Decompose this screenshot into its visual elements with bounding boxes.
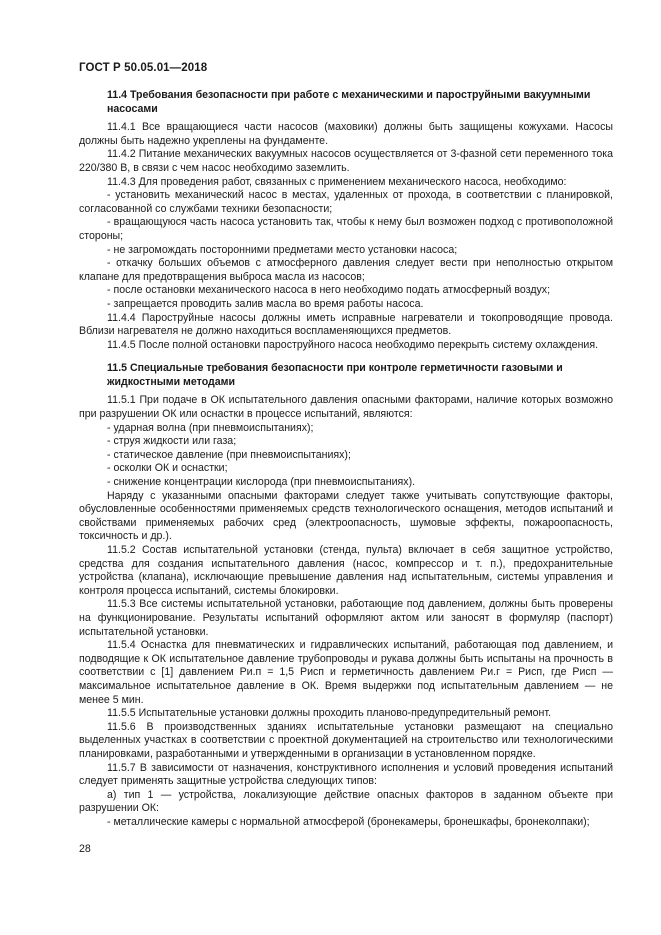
paragraph: 11.4.2 Питание механических вакуумных насосов осуществляется от 3-фазной сети переменного тока 220/380 В, в связи с чем насос необходимо заземлить. <box>79 148 613 174</box>
list-item: - металлические камеры с нормальной атмосферой (бронекамеры, бронешкафы, бронеколпаки); <box>107 815 590 828</box>
paragraph: 11.5.5 Испытательные установки должны проходить планово-предупредительный ремонт. <box>107 707 552 720</box>
paragraph: 11.4.4 Пароструйные насосы должны иметь исправные нагреватели и токопроводящие провода. Вблизи нагревателя не должно находиться воспламеняющихся предметов. <box>79 311 613 338</box>
section-heading: 11.4 Требования безопасности при работе с механическими и пароструйными вакуумными насосами <box>107 89 591 115</box>
list-item: - струя жидкости или газа; <box>107 435 237 448</box>
list-item: - не загромождать посторонними предметами место установки насоса; <box>107 243 458 256</box>
list-item: - запрещается проводить залив масла во время работы насоса. <box>107 297 424 310</box>
list-item: - вращающуюся часть насоса установить так, чтобы к нему был возможен подход с противоположной стороны; <box>79 216 613 242</box>
paragraph: 11.4.5 После полной остановки пароструйного насоса необходимо перекрыть систему охлаждения. <box>107 338 599 351</box>
paragraph: 11.5.6 В производственных зданиях испытательные установки размещают на специально выделенных участках в соответствии с проектной документацией на строительство или технологическими планировками, разработанными и утвержденными в организации в установленном порядке. <box>79 720 613 760</box>
paragraph: а) тип 1 — устройства, локализующие действие опасных факторов в заданном объекте при разрушении ОК: <box>79 788 613 815</box>
paragraph: 11.4.3 Для проведения работ, связанных с применением механического насоса, необходимо: <box>107 175 567 188</box>
paragraph: Наряду с указанными опасными факторами следует также учитывать сопутствующие факторы, обусловленные особенностями применяемых средств технологического оснащения, методов испытаний и свойствами применяемых рабочих сред (электроопасность, шумовые эффекты, пожароопасность, токсичность и др.). <box>79 489 613 543</box>
list-item: - осколки ОК и оснастки; <box>107 462 228 475</box>
paragraph: 11.5.4 Оснастка для пневматических и гидравлических испытаний, работающая под давлением, и подводящие к ОК испытательное давление трубопроводы и рукава должны быть испытаны на прочность в соответствии с [1] давлением Pи.п = 1,5 Pисп и герметичность давлением Pи.г = Pисп, где Pисп — максимальное испытательное давление в ОК. Время выдержки под испытательным давлением — не менее 5 мин. <box>79 639 613 706</box>
list-item: - ударная волна (при пневмоиспытаниях); <box>107 421 314 434</box>
paragraph: 11.5.7 В зависимости от назначения, конструктивного исполнения и условий проведения испытаний следует применять защитные устройства следующих типов: <box>79 761 613 788</box>
paragraph: 11.5.3 Все системы испытательной установки, работающие под давлением, должны быть проверены на функционирование. Результаты испытаний оформляют актом или заносят в формуляр (паспорт) испытательной установки. <box>79 598 613 638</box>
list-item: - после остановки механического насоса в него необходимо подать атмосферный воздух; <box>107 284 551 297</box>
list-item: - снижение концентрации кислорода (при пневмоиспытаниях). <box>107 476 416 489</box>
paragraph: 11.5.1 При подаче в ОК испытательного давления опасными факторами, наличие которых возможно при разрушении ОК или оснастки в процессе испытаний, являются: <box>79 394 613 421</box>
list-item: - статическое давление (при пневмоиспытаниях); <box>107 448 351 461</box>
paragraph: 11.4.1 Все вращающиеся части насосов (маховики) должны быть защищены кожухами. Насосы должны быть надежно укреплены на фундаменте. <box>79 121 613 147</box>
section-heading: 11.5 Специальные требования безопасности при контроле герметичности газовыми и жидкостными методами <box>107 362 563 388</box>
list-item: - установить механический насос в местах, удаленных от прохода, в соответствии с планировкой, согласованной со службами техники безопасности; <box>79 189 613 215</box>
document-header: ГОСТ Р 50.05.01—2018 <box>79 62 208 74</box>
list-item: - откачку больших объемов с атмосферного давления следует вести при неполностью открытом клапане для предотвращения выброса масла из насосов; <box>79 257 613 283</box>
page-number: 28 <box>79 843 91 855</box>
document-body <box>79 89 613 829</box>
paragraph: 11.5.2 Состав испытательной установки (стенда, пульта) включает в себя защитное устройство, средства для создания испытательного давления (насос, компрессор и т. п.), предохранительные устройства (клапана), исключающие превышение давления над испытательным, системы управления и контроля процесса испытаний, системы блокировки. <box>79 544 613 597</box>
